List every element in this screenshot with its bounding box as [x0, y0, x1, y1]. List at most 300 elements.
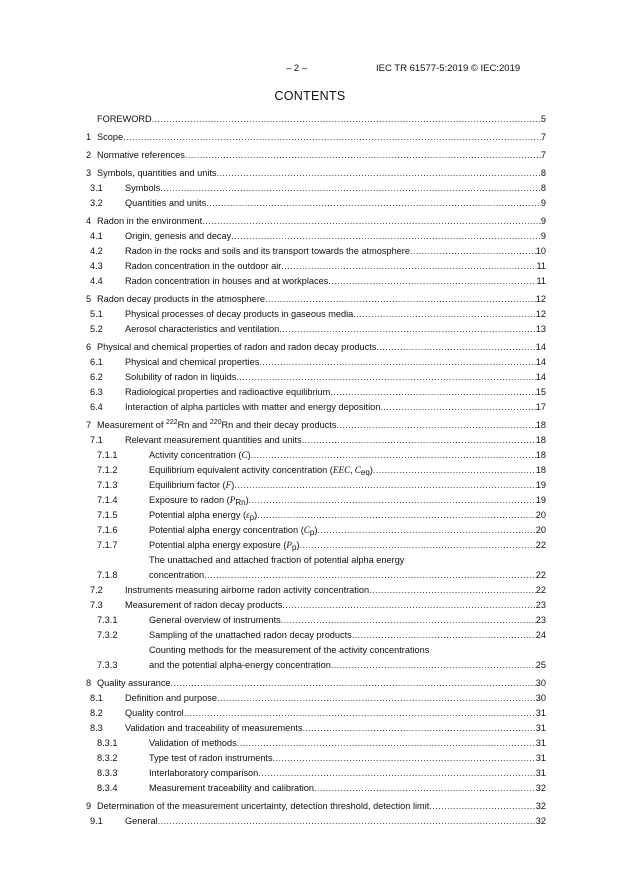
toc-entry[interactable] [86, 433, 546, 448]
toc-entry-body [86, 274, 546, 289]
toc-entry-number: 7.3.1 [97, 615, 118, 625]
toc-entry-number: 7.1.4 [97, 495, 118, 505]
title-part-i: C [241, 450, 248, 460]
toc-entry[interactable] [86, 229, 546, 244]
toc-entry-page: 15 [535, 387, 546, 397]
toc-entry-page: 20 [535, 525, 546, 535]
toc-entry-page: 18 [535, 465, 546, 475]
toc-entry-page: 10 [535, 246, 546, 256]
dot-leader [237, 736, 536, 751]
toc-entry-title[interactable] [97, 292, 265, 307]
toc-entry-body [86, 355, 546, 370]
toc-entry[interactable] [86, 478, 546, 493]
toc-entry[interactable] [86, 259, 546, 274]
toc-entry[interactable] [86, 613, 546, 628]
dot-leader [217, 166, 541, 181]
title-part-t: Measurement traceability and calibration [149, 783, 314, 793]
toc-entry-number: 8.3.3 [97, 768, 118, 778]
toc-entry-page: 17 [535, 402, 546, 412]
toc-entry-page: 31 [535, 723, 546, 733]
toc-entry-page: 23 [535, 615, 546, 625]
toc-entry[interactable] [86, 799, 546, 814]
title-part-t: Symbols, quantities and units [97, 168, 217, 178]
toc-entry-title[interactable] [97, 799, 429, 814]
dot-leader [251, 448, 536, 463]
toc-entry-title[interactable] [149, 478, 234, 493]
toc-entry-title[interactable] [125, 244, 410, 259]
dot-leader [249, 493, 536, 508]
toc-entry[interactable] [86, 292, 546, 307]
title-part-t: ) [247, 450, 251, 460]
dot-leader [331, 658, 536, 673]
toc-entry-page: 19 [535, 480, 546, 490]
toc-entry-body [86, 613, 546, 628]
title-part-t: Exposure to radon ( [149, 495, 230, 505]
title-part-t: Interlaboratory comparison [149, 768, 259, 778]
dot-leader [185, 148, 541, 163]
toc-entry[interactable] [86, 553, 546, 583]
toc-entry-body [86, 196, 546, 211]
toc-entry-body [86, 229, 546, 244]
toc-entry-title[interactable] [97, 214, 202, 229]
toc-entry-title[interactable] [149, 523, 317, 538]
dot-leader [373, 463, 536, 478]
dot-leader [410, 244, 536, 259]
toc-entry-number: 4 [86, 216, 92, 226]
title-part-sub: eq [360, 468, 370, 477]
toc-entry-page: 11 [536, 276, 546, 286]
toc-entry-body [86, 508, 546, 523]
toc-entry[interactable] [86, 814, 546, 829]
toc-entry-title[interactable] [125, 196, 206, 211]
toc-entry-number: 7.3 [90, 600, 103, 610]
toc-entry-page: 13 [535, 324, 546, 334]
toc-entry[interactable] [86, 493, 546, 508]
toc-entry-body [86, 643, 546, 673]
title-part-t: Radon in the rocks and soils and its transport towards the atmosphere [125, 246, 410, 256]
document-id: IEC TR 61577-5:2019 © IEC:2019 [376, 63, 521, 74]
toc-entry-number: 5.2 [90, 324, 103, 334]
toc-entry-title[interactable] [149, 538, 300, 553]
title-part-t: Radon in the environment [97, 216, 203, 226]
toc-entry-page: 22 [535, 585, 546, 595]
title-part-t: General overview of instruments [149, 615, 281, 625]
dot-leader [204, 568, 536, 583]
toc-entry-title[interactable] [97, 130, 123, 145]
toc-entry-title[interactable] [125, 706, 184, 721]
title-part-t: Rn and [177, 420, 210, 430]
toc-entry-title[interactable] [97, 148, 185, 163]
dot-leader [300, 538, 536, 553]
toc-entry-body [86, 181, 546, 196]
toc-entry-body [86, 538, 546, 553]
title-part-t: Measurement of [97, 420, 166, 430]
toc-entry-number: 7.3.2 [97, 630, 118, 640]
toc-entry-number: 5 [86, 294, 92, 304]
toc-entry-body [86, 598, 546, 613]
toc-entry-title[interactable] [125, 385, 330, 400]
toc-entry-body [86, 799, 546, 814]
page-title: CONTENTS [274, 89, 346, 103]
dot-leader [217, 691, 536, 706]
dot-leader [376, 340, 535, 355]
toc-entry-title[interactable] [149, 508, 257, 523]
toc-entry-page: 14 [535, 357, 546, 367]
title-part-i: P [286, 540, 293, 550]
toc-entry-title[interactable] [97, 418, 336, 433]
toc-entry[interactable] [86, 676, 546, 691]
toc-entry[interactable] [86, 130, 546, 145]
toc-entry-page: 11 [536, 261, 546, 271]
toc-entry[interactable] [86, 736, 546, 751]
toc-entry[interactable] [86, 463, 546, 478]
toc-entry[interactable] [86, 274, 546, 289]
dot-leader [279, 322, 536, 337]
toc-entry-page: 20 [535, 510, 546, 520]
toc-entry-title[interactable] [149, 658, 331, 673]
toc-entry[interactable] [86, 628, 546, 643]
dot-leader [259, 355, 535, 370]
toc-entry[interactable] [86, 598, 546, 613]
toc-entry-page: 30 [535, 693, 546, 703]
toc-entry-title[interactable] [125, 181, 160, 196]
toc-entry-body [86, 583, 546, 598]
dot-leader [152, 112, 541, 127]
toc-entry[interactable] [86, 148, 546, 163]
toc-entry-page: 31 [535, 753, 546, 763]
toc-entry[interactable] [86, 691, 546, 706]
toc-entry-number: 7.1.2 [97, 465, 118, 475]
toc-entry-body [86, 493, 546, 508]
toc-entry-title[interactable] [125, 370, 236, 385]
toc-entry-title[interactable] [149, 568, 204, 583]
toc-entry-page: 32 [535, 801, 546, 811]
title-part-t: Relevant measurement quantities and units [125, 435, 302, 445]
toc-entry-body [86, 418, 546, 433]
dot-leader [231, 229, 541, 244]
toc-entry-page: 32 [535, 783, 546, 793]
toc-entry[interactable] [86, 322, 546, 337]
title-part-t: Activity concentration ( [149, 450, 242, 460]
toc-entry-title-line1: Counting methods for the measurement of the activity concentrations [149, 645, 430, 655]
toc-entry-body [86, 322, 546, 337]
title-part-t: Physical and chemical properties [125, 357, 260, 367]
toc-entry-page: 12 [535, 294, 546, 304]
title-part-t: Normative references [97, 150, 185, 160]
title-part-sup: 222 [165, 419, 178, 426]
title-part-t: Definition and purpose [125, 693, 217, 703]
dot-leader [330, 385, 535, 400]
toc-entry[interactable] [86, 196, 546, 211]
dot-leader [184, 706, 536, 721]
title-part-t: Instruments measuring airborne radon activity concentration [125, 585, 370, 595]
toc-entry-title[interactable] [149, 448, 251, 463]
title-part-t: Solubility of radon in liquids [125, 372, 237, 382]
toc-entry-page: 9 [540, 198, 546, 208]
toc-entry-page: 8 [540, 168, 546, 178]
toc-entry-number: 4.4 [90, 276, 103, 286]
toc-entry-number: 8.3.1 [97, 738, 118, 748]
toc-entry-body [86, 478, 546, 493]
toc-entry[interactable] [86, 340, 546, 355]
title-part-t: ) [254, 510, 258, 520]
title-part-sub: p [249, 513, 255, 522]
toc-entry[interactable] [86, 166, 546, 181]
toc-entry-body [86, 130, 546, 145]
toc-entry-body [86, 736, 546, 751]
toc-entry-title[interactable] [149, 613, 281, 628]
dot-leader [123, 130, 541, 145]
toc-entry-title[interactable] [125, 691, 217, 706]
toc-entry-page: 14 [535, 372, 546, 382]
title-part-t: Physical and chemical properties of radon and radon decay products [97, 342, 377, 352]
toc-entry-number: 8.1 [90, 693, 103, 703]
title-part-t: Radon decay products in the atmosphere [97, 294, 266, 304]
toc-entry[interactable] [86, 244, 546, 259]
toc-entry-title[interactable] [97, 676, 171, 691]
title-part-t: Equilibrium equivalent activity concentration ( [149, 465, 333, 475]
toc-entry-page: 25 [535, 660, 546, 670]
toc-entry-body [86, 244, 546, 259]
toc-entry-title[interactable] [125, 598, 282, 613]
title-part-t: Aerosol characteristics and ventilation [125, 324, 280, 334]
toc-entry-number: 3.2 [90, 198, 103, 208]
toc-entry-number: 8.3.4 [97, 783, 118, 793]
toc-entry-body [86, 781, 546, 796]
toc-entry[interactable] [86, 370, 546, 385]
toc-entry[interactable] [86, 385, 546, 400]
dot-leader [273, 751, 536, 766]
toc-entry[interactable] [86, 400, 546, 415]
dot-leader [281, 613, 536, 628]
title-part-t: Validation of methods [149, 738, 237, 748]
dot-leader [281, 259, 536, 274]
toc-entry-number: 8 [86, 678, 92, 688]
toc-entry-body [86, 433, 546, 448]
toc-entry-body [86, 307, 546, 322]
title-part-i: ε [246, 510, 250, 520]
title-part-t: Quality control [125, 708, 184, 718]
toc-entry-page: 18 [535, 420, 546, 430]
toc-entry-body [86, 292, 546, 307]
toc-entry-page: 14 [535, 342, 546, 352]
toc-entry-number: 7.1.3 [97, 480, 118, 490]
toc-entry[interactable] [86, 181, 546, 196]
toc-entry-title[interactable] [125, 433, 302, 448]
toc-entry-title[interactable] [149, 736, 237, 751]
toc-entry-number: 7.1.7 [97, 540, 118, 550]
title-part-t: Equilibrium factor ( [149, 480, 226, 490]
title-part-t: Radiological properties and radioactive equilibrium [125, 387, 331, 397]
toc-entry-body [86, 553, 546, 583]
toc-entry-page: 18 [535, 435, 546, 445]
toc-entry-page: 24 [535, 630, 546, 640]
dot-leader [236, 370, 535, 385]
dot-leader [257, 508, 536, 523]
toc-entry-body [86, 814, 546, 829]
dot-leader [328, 274, 536, 289]
toc-entry-body [86, 148, 546, 163]
toc-entry-page: 18 [535, 450, 546, 460]
toc-entry-body [86, 691, 546, 706]
title-part-t: General [125, 816, 158, 826]
toc-entry-number: 6.4 [90, 402, 103, 412]
toc-entry-title[interactable] [125, 721, 303, 736]
title-part-t: ) [296, 540, 300, 550]
toc-entry-number: 7.1.8 [97, 570, 118, 580]
toc-entry-number: 1 [86, 132, 92, 142]
toc-entry-number: 6.1 [90, 357, 103, 367]
dot-leader [258, 766, 535, 781]
title-part-t: Quantities and units [125, 198, 207, 208]
toc-entry[interactable] [86, 307, 546, 322]
title-part-t: Potential alpha energy ( [149, 510, 247, 520]
toc-entry-page: 31 [535, 738, 546, 748]
toc-entry-body [86, 214, 546, 229]
toc-entry[interactable] [86, 508, 546, 523]
toc-entry-number: 4.3 [90, 261, 103, 271]
toc-entry-title[interactable] [125, 274, 328, 289]
title-part-sub: Rn [235, 498, 246, 507]
toc-entry-title[interactable] [149, 781, 314, 796]
toc-entry-number: 2 [86, 150, 92, 160]
toc-entry-number: 7.3.3 [97, 660, 118, 670]
toc-entry[interactable] [86, 751, 546, 766]
toc-entry-body [86, 676, 546, 691]
toc-entry[interactable] [86, 523, 546, 538]
toc-entry-page: 5 [540, 114, 546, 124]
toc-entry[interactable] [86, 418, 546, 433]
dot-leader [302, 433, 536, 448]
title-part-t: Interaction of alpha particles with matter and energy deposition [125, 402, 381, 412]
dot-leader [206, 196, 541, 211]
title-part-t: Potential alpha energy concentration ( [149, 525, 304, 535]
toc-entry-body [86, 721, 546, 736]
toc-entry[interactable] [86, 112, 546, 127]
dot-leader [158, 814, 536, 829]
dot-leader [429, 799, 535, 814]
toc-entry-number: 7 [86, 420, 92, 430]
title-part-i: EEC, C [332, 465, 361, 475]
toc-entry[interactable] [86, 583, 546, 598]
toc-entry-number: 5.1 [90, 309, 103, 319]
title-part-t: ) [231, 480, 235, 490]
toc-entry-body [86, 340, 546, 355]
toc-entry-title[interactable] [97, 166, 217, 181]
toc-entry-page: 22 [535, 570, 546, 580]
toc-entry-body [86, 706, 546, 721]
dot-leader [160, 181, 541, 196]
title-part-t: ) [314, 525, 318, 535]
toc-entry-title[interactable] [149, 751, 273, 766]
dot-leader [282, 598, 535, 613]
toc-entry-title[interactable] [149, 463, 373, 478]
toc-entry[interactable] [86, 766, 546, 781]
toc-entry[interactable] [86, 706, 546, 721]
toc-entry[interactable] [86, 214, 546, 229]
toc-entry-page: 8 [540, 183, 546, 193]
toc-entry-title[interactable] [125, 229, 231, 244]
dot-leader [353, 307, 535, 322]
title-part-t: Symbols [125, 183, 161, 193]
toc-entry[interactable] [86, 643, 546, 673]
toc-entry-number: 7.1.6 [97, 525, 118, 535]
toc-entry-body [86, 166, 546, 181]
toc-entry-page: 30 [535, 678, 546, 688]
toc-entry-title[interactable] [97, 112, 152, 127]
title-part-t: concentration [149, 570, 205, 580]
dot-leader [317, 523, 535, 538]
dot-leader [314, 781, 536, 796]
title-part-t: Determination of the measurement uncertainty, detection threshold, detection limit [97, 801, 430, 811]
toc-entry[interactable] [86, 538, 546, 553]
title-part-t: Potential alpha energy exposure ( [149, 540, 287, 550]
toc-entry-title[interactable] [125, 814, 158, 829]
toc-entry-title-line2 [149, 658, 546, 673]
title-part-t: Validation and traceability of measurements [125, 723, 303, 733]
toc-entry-body [86, 523, 546, 538]
toc-entry-page: 22 [535, 540, 546, 550]
toc-entry-title[interactable] [97, 340, 376, 355]
toc-entry-page: 7 [540, 150, 546, 160]
toc-entry[interactable] [86, 355, 546, 370]
toc-entry-title[interactable] [125, 400, 380, 415]
title-part-t: Rn and their decay products [221, 420, 337, 430]
toc-entry-page: 23 [535, 600, 546, 610]
toc-entry-page: 9 [540, 216, 546, 226]
title-part-t: FOREWORD [97, 114, 152, 124]
title-part-t: Type test of radon instruments [149, 753, 273, 763]
toc-entry-title-line1: The unattached and attached fraction of potential alpha energy [149, 555, 405, 565]
title-part-t: and the potential alpha-energy concentration [149, 660, 331, 670]
title-part-t: Radon concentration in the outdoor air [125, 261, 282, 271]
toc-entry-number: 9 [86, 801, 92, 811]
toc-entry-body [86, 400, 546, 415]
toc-entry[interactable] [86, 721, 546, 736]
toc-entry-body [86, 259, 546, 274]
toc-entry-number: 7.2 [90, 585, 103, 595]
dot-leader [171, 676, 536, 691]
toc-entry-number: 6.3 [90, 387, 103, 397]
toc-entry-number: 8.3.2 [97, 753, 118, 763]
toc-entry-body [86, 628, 546, 643]
toc-entry-title[interactable] [149, 493, 249, 508]
dot-leader [380, 400, 535, 415]
title-part-sub: p [309, 528, 315, 537]
title-part-i: C [303, 525, 310, 535]
title-part-t: Scope [97, 132, 124, 142]
toc-entry-number: 7.1.1 [97, 450, 118, 460]
toc-entry-title[interactable] [125, 259, 281, 274]
toc-entry-title[interactable] [125, 355, 259, 370]
toc-entry-page: 9 [540, 231, 546, 241]
title-part-t: Radon concentration in houses and at workplaces [125, 276, 329, 286]
toc-entry-number: 3.1 [90, 183, 103, 193]
toc-entry[interactable] [86, 781, 546, 796]
toc-entry-title[interactable] [125, 583, 369, 598]
toc-entry-title[interactable] [125, 322, 279, 337]
toc-entry-body [86, 448, 546, 463]
toc-entry-title[interactable] [149, 628, 352, 643]
toc-entry-page: 31 [535, 708, 546, 718]
toc-entry[interactable] [86, 448, 546, 463]
toc-entry-number: 6.2 [90, 372, 103, 382]
dot-leader [352, 628, 536, 643]
toc-entry-body [86, 463, 546, 478]
toc-entry-number: 8.3 [90, 723, 103, 733]
toc-entry-title[interactable] [149, 766, 258, 781]
toc-entry-title[interactable] [125, 307, 353, 322]
